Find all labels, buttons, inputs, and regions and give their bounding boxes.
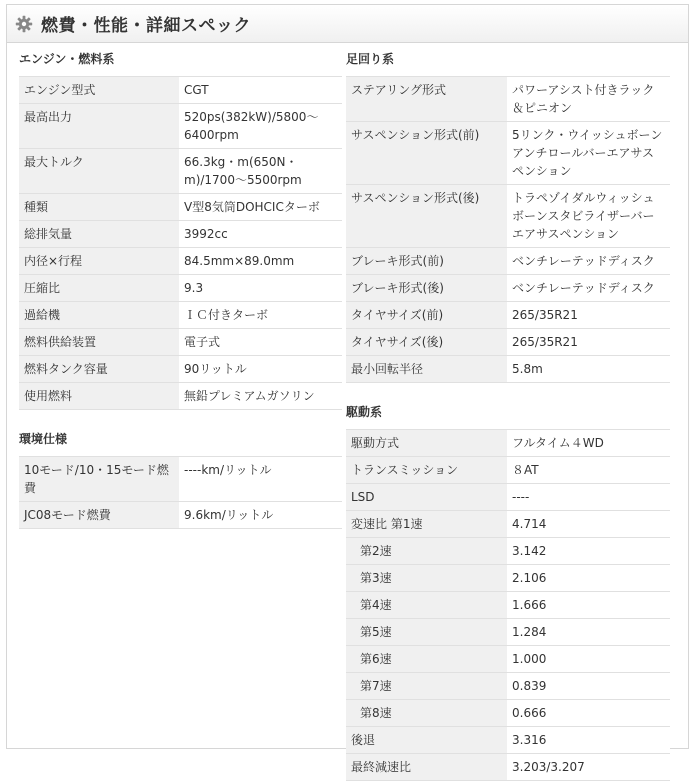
spec-row	[19, 302, 342, 329]
section-title-suspension: 足回り系	[346, 52, 395, 66]
spec-row	[346, 457, 670, 484]
spec-value: 265/35R21	[507, 302, 670, 329]
spec-value: ----km/リットル	[179, 457, 342, 502]
spec-label: 最高出力	[19, 104, 179, 149]
spec-value: 1.666	[507, 592, 670, 619]
spec-value: 3.316	[507, 727, 670, 754]
spec-label: 第4速	[346, 592, 507, 619]
spec-row	[346, 673, 670, 700]
spec-label: 最大トルク	[19, 149, 179, 194]
right-column	[346, 50, 670, 781]
page-title: 燃費・性能・詳細スペック	[41, 16, 251, 36]
panel-header	[7, 5, 688, 43]
spec-row	[346, 356, 670, 383]
spec-label: タイヤサイズ(後)	[346, 329, 507, 356]
spec-value: 66.3kg・m(650N・m)/1700～5500rpm	[179, 149, 342, 194]
spec-label: 第3速	[346, 565, 507, 592]
spec-value: パワーアシスト付きラック＆ピニオン	[507, 77, 670, 122]
spec-value: 2.106	[507, 565, 670, 592]
spec-row	[346, 592, 670, 619]
spec-value: 電子式	[179, 329, 342, 356]
spec-label: ステアリング形式	[346, 77, 507, 122]
spec-row	[19, 248, 342, 275]
spec-label: JC08モード燃費	[19, 502, 179, 529]
spec-row	[19, 77, 342, 104]
spec-value: V型8気筒DOHCICターボ	[179, 194, 342, 221]
gear-icon	[15, 15, 33, 33]
spec-row	[19, 457, 342, 502]
spec-label: 第5速	[346, 619, 507, 646]
spec-value: 520ps(382kW)/5800～6400rpm	[179, 104, 342, 149]
drive-spec-table	[346, 429, 670, 781]
spec-value: 84.5mm×89.0mm	[179, 248, 342, 275]
spec-label: 10モード/10・15モード燃費	[19, 457, 179, 502]
spec-row	[346, 511, 670, 538]
spec-value: ＩＣ付きターボ	[179, 302, 342, 329]
spec-value: 0.666	[507, 700, 670, 727]
spec-label: 駆動方式	[346, 430, 507, 457]
spec-label: 後退	[346, 727, 507, 754]
spec-row	[346, 302, 670, 329]
spec-value: ８AT	[507, 457, 670, 484]
spec-label: タイヤサイズ(前)	[346, 302, 507, 329]
spec-label: 使用燃料	[19, 383, 179, 410]
spec-label: 内径×行程	[19, 248, 179, 275]
spec-value: 9.6km/リットル	[179, 502, 342, 529]
spec-value: トラペゾイダルウィッシュボーンスタビライザーバーエアサスペンション	[507, 185, 670, 248]
spec-row	[19, 194, 342, 221]
spec-value: 90リットル	[179, 356, 342, 383]
spec-label: 第7速	[346, 673, 507, 700]
spec-label: サスペンション形式(後)	[346, 185, 507, 248]
spec-row	[346, 484, 670, 511]
spec-row	[346, 700, 670, 727]
spec-row	[19, 275, 342, 302]
spec-label: 最終減速比	[346, 754, 507, 781]
spec-value: ----	[507, 484, 670, 511]
spec-value: 1.000	[507, 646, 670, 673]
spec-value: 無鉛プレミアムガソリン	[179, 383, 342, 410]
spec-label: 総排気量	[19, 221, 179, 248]
spec-value: 4.714	[507, 511, 670, 538]
spec-row	[19, 502, 342, 529]
spec-value: ベンチレーテッドディスク	[507, 248, 670, 275]
spec-row	[346, 565, 670, 592]
spec-row	[19, 356, 342, 383]
section-title-env: 環境仕様	[19, 432, 68, 446]
spec-value: フルタイム４WD	[507, 430, 670, 457]
spec-row	[19, 221, 342, 248]
spec-label: 種類	[19, 194, 179, 221]
spec-row	[346, 248, 670, 275]
spec-row	[346, 122, 670, 185]
spec-label: トランスミッション	[346, 457, 507, 484]
spec-row	[346, 646, 670, 673]
spec-label: ブレーキ形式(前)	[346, 248, 507, 275]
spec-row	[346, 430, 670, 457]
spec-row	[346, 275, 670, 302]
spec-value: 3.142	[507, 538, 670, 565]
spec-row	[346, 538, 670, 565]
section-title-engine: エンジン・燃料系	[19, 52, 115, 66]
engine-spec-table	[19, 76, 342, 410]
spec-label: 過給機	[19, 302, 179, 329]
spec-label: 第6速	[346, 646, 507, 673]
spec-label: 燃料タンク容量	[19, 356, 179, 383]
spec-value: 0.839	[507, 673, 670, 700]
spec-label: ブレーキ形式(後)	[346, 275, 507, 302]
spec-label: 第2速	[346, 538, 507, 565]
left-column	[19, 50, 342, 529]
spec-value: 1.284	[507, 619, 670, 646]
spec-label: 最小回転半径	[346, 356, 507, 383]
spec-label: サスペンション形式(前)	[346, 122, 507, 185]
spec-value: 5リンク・ウイッシュボーンアンチロールバーエアサスペンション	[507, 122, 670, 185]
spec-row	[346, 329, 670, 356]
spec-row	[19, 149, 342, 194]
spec-label: 第8速	[346, 700, 507, 727]
spec-row	[346, 77, 670, 122]
spec-label: 圧縮比	[19, 275, 179, 302]
spec-row	[19, 383, 342, 410]
spec-row	[346, 754, 670, 781]
spec-row	[19, 329, 342, 356]
spec-value: 3992cc	[179, 221, 342, 248]
suspension-spec-table	[346, 76, 670, 383]
spec-label: LSD	[346, 484, 507, 511]
spec-label: 燃料供給装置	[19, 329, 179, 356]
spec-value: 265/35R21	[507, 329, 670, 356]
spec-row	[19, 104, 342, 149]
spec-row	[346, 727, 670, 754]
spec-row	[346, 619, 670, 646]
spec-value: CGT	[179, 77, 342, 104]
spec-label: 変速比 第1速	[346, 511, 507, 538]
spec-value: 9.3	[179, 275, 342, 302]
env-spec-table	[19, 456, 342, 529]
spec-label: エンジン型式	[19, 77, 179, 104]
spec-row	[346, 185, 670, 248]
spec-value: ベンチレーテッドディスク	[507, 275, 670, 302]
spec-value: 3.203/3.207	[507, 754, 670, 781]
spec-value: 5.8m	[507, 356, 670, 383]
section-title-drive: 駆動系	[346, 405, 383, 419]
